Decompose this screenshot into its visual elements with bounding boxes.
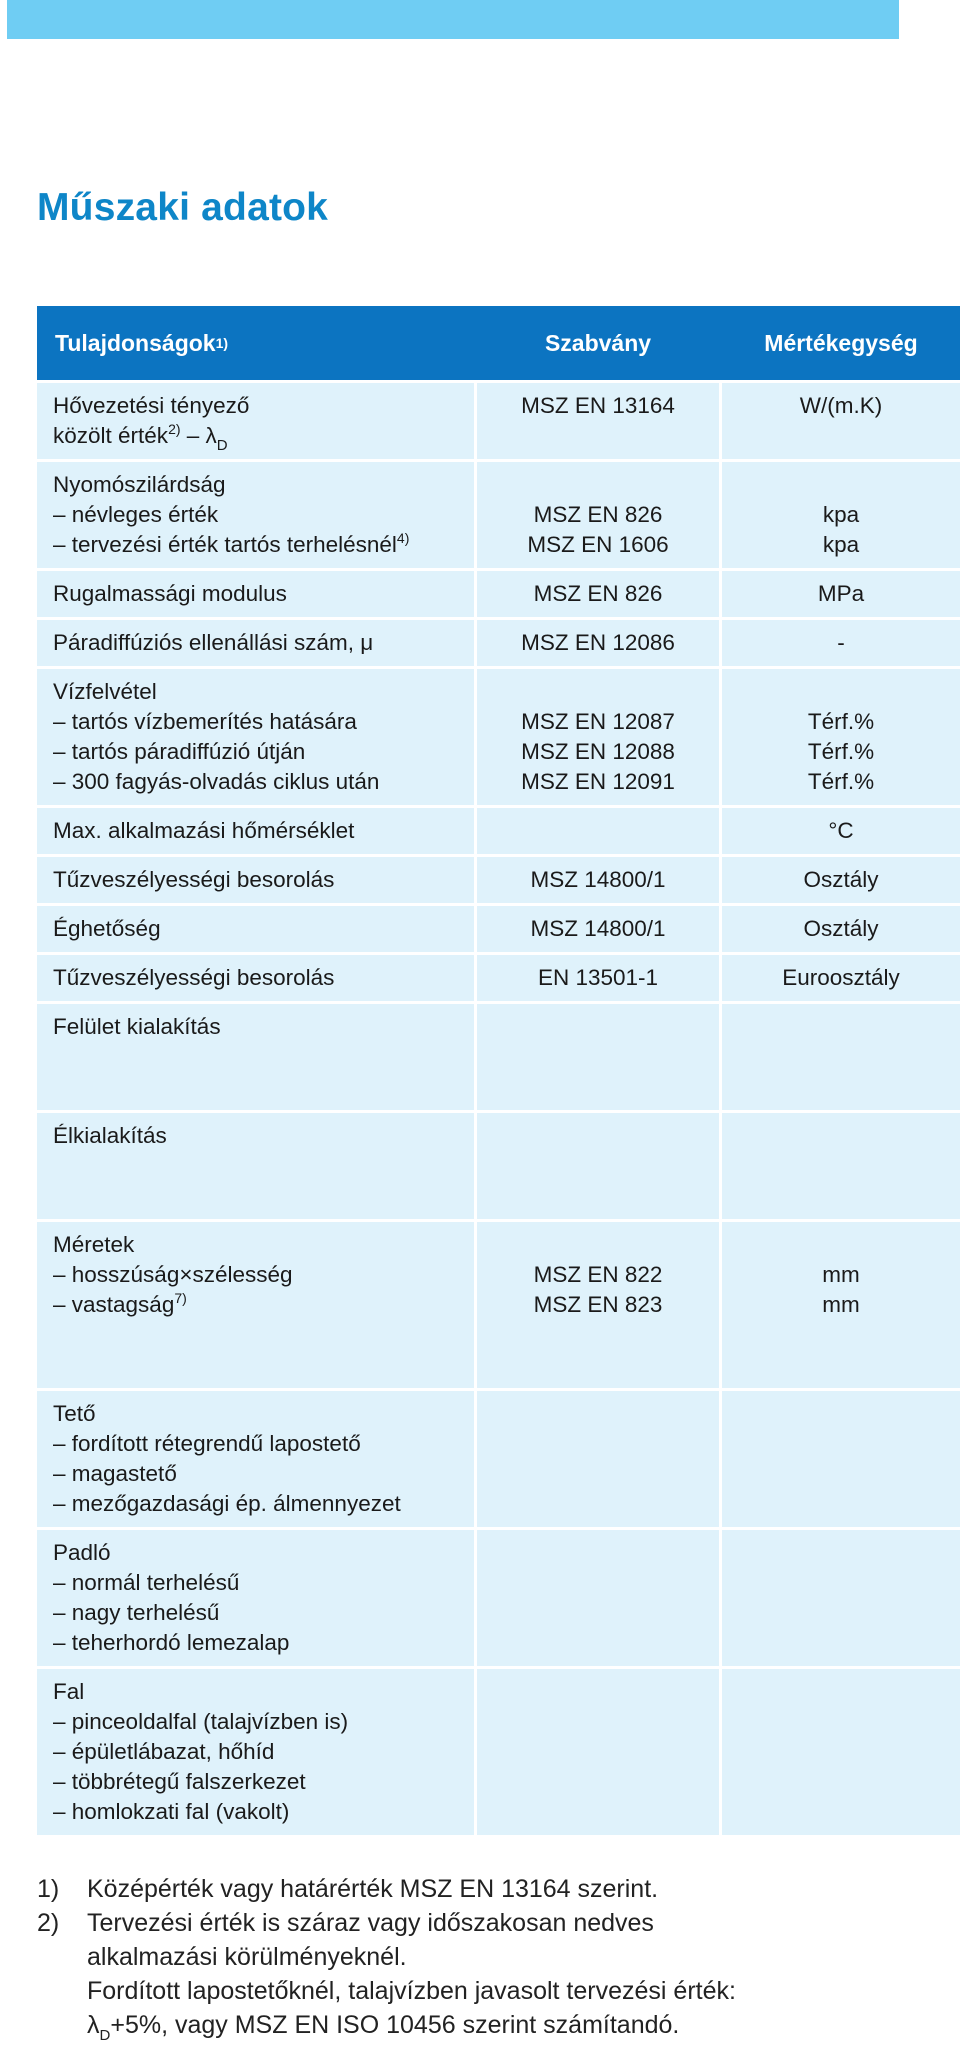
cell-line xyxy=(53,1230,474,1260)
cell-text: – tartós vízbemerítés hatására xyxy=(53,709,357,734)
cell-line xyxy=(477,1628,719,1658)
cell-line xyxy=(53,1707,474,1737)
cell-line xyxy=(53,1012,474,1042)
cell-line xyxy=(722,737,960,767)
standard-cell xyxy=(477,669,719,805)
cell-line xyxy=(477,1707,719,1737)
standard-cell xyxy=(477,1113,719,1219)
footnote-text: Középérték vagy határérték MSZ EN 13164 szerint. xyxy=(87,1875,659,1903)
cell-text: MSZ EN 826 xyxy=(533,502,663,527)
footnote-number xyxy=(37,1940,87,1974)
cell-text: közölt érték xyxy=(53,423,169,448)
table-row xyxy=(37,857,960,903)
cell-text: Éghetőség xyxy=(53,916,161,941)
cell-line xyxy=(53,1598,474,1628)
cell-text: MSZ EN 1606 xyxy=(527,532,669,557)
property-cell xyxy=(37,808,474,854)
cell-line xyxy=(722,500,960,530)
header-unit: Mértékegység xyxy=(764,329,918,356)
cell-text: Osztály xyxy=(803,867,879,892)
cell-text: – 300 fagyás-olvadás ciklus után xyxy=(53,769,380,794)
cell-text: MSZ EN 822 xyxy=(533,1262,663,1287)
cell-text: MSZ EN 12088 xyxy=(521,739,675,764)
technical-data-table xyxy=(37,306,960,1835)
cell-line xyxy=(722,1568,960,1598)
cell-line xyxy=(722,677,960,707)
cell-line: közölt érték$^{2)}$ – $\lambda_D$ xyxy=(53,421,228,454)
standard-cell xyxy=(477,1669,719,1835)
cell-line xyxy=(477,579,719,609)
cell-line xyxy=(722,1350,960,1380)
cell-line xyxy=(722,1290,960,1320)
cell-text: Tűzveszélyességi besorolás xyxy=(53,965,335,990)
cell-text: Padló xyxy=(53,1540,111,1565)
cell-line xyxy=(722,1230,960,1260)
table-row xyxy=(37,955,960,1001)
cell-line xyxy=(477,1429,719,1459)
cell-line xyxy=(477,737,719,767)
footnote-number: 1) xyxy=(37,1875,60,1903)
cell-text: – nagy terhelésű xyxy=(53,1600,220,1625)
table-row xyxy=(37,906,960,952)
cell-text: Osztály xyxy=(803,916,879,941)
table-row xyxy=(37,1391,960,1527)
cell-line xyxy=(477,865,719,895)
cell-text: Térf.% xyxy=(807,709,875,734)
standard-cell xyxy=(477,1391,719,1527)
cell-text: – mezőgazdasági ép. álmennyezet xyxy=(53,1491,401,1516)
cell-text: Térf.% xyxy=(807,769,875,794)
cell-line xyxy=(722,816,960,846)
cell-line xyxy=(53,470,474,500)
cell-line xyxy=(53,1737,474,1767)
cell-line xyxy=(477,1072,719,1102)
cell-line xyxy=(722,1012,960,1042)
cell-text: – épületlábazat, hőhíd xyxy=(53,1739,275,1764)
cell-line xyxy=(722,628,960,658)
header-standard: Szabvány xyxy=(544,329,652,356)
cell-line xyxy=(722,914,960,944)
cell-text: MSZ 14800/1 xyxy=(530,916,666,941)
cell-text: kpa xyxy=(822,532,860,557)
cell-line xyxy=(53,1489,474,1519)
cell-line xyxy=(53,1072,474,1102)
cell-line xyxy=(477,530,719,560)
cell-line xyxy=(53,1121,474,1151)
cell-text: Vízfelvétel xyxy=(53,679,157,704)
cell-line xyxy=(722,1459,960,1489)
unit-cell xyxy=(722,808,960,854)
property-cell xyxy=(37,620,474,666)
cell-text: – teherhordó lemezalap xyxy=(53,1630,290,1655)
cell-line xyxy=(722,1429,960,1459)
cell-line xyxy=(477,470,719,500)
cell-line xyxy=(53,1429,474,1459)
cell-line xyxy=(477,1489,719,1519)
cell-line xyxy=(477,1459,719,1489)
cell-line xyxy=(53,1181,474,1211)
cell-text: °C xyxy=(828,818,854,843)
cell-line xyxy=(53,1290,474,1320)
cell-line xyxy=(722,1628,960,1658)
cell-line xyxy=(53,1568,474,1598)
cell-line xyxy=(53,816,474,846)
cell-line xyxy=(477,1012,719,1042)
page-title: Műszaki adatok xyxy=(37,186,329,229)
cell-line xyxy=(53,767,474,797)
property-cell xyxy=(37,1391,474,1527)
table-row xyxy=(37,1530,960,1666)
cell-line xyxy=(722,1538,960,1568)
cell-text: – névleges érték xyxy=(53,502,219,527)
cell-text: Tűzveszélyességi besorolás xyxy=(53,867,335,892)
cell-line xyxy=(477,1230,719,1260)
cell-text: – pinceoldalfal (talajvízben is) xyxy=(53,1709,349,1734)
cell-text: kpa xyxy=(822,502,860,527)
cell-text: Max. alkalmazási hőmérséklet xyxy=(53,818,355,843)
table-header xyxy=(37,306,960,380)
cell-line xyxy=(477,1767,719,1797)
cell-text: Nyomószilárdság xyxy=(53,472,226,497)
table-row xyxy=(37,571,960,617)
cell-text: – normál terhelésű xyxy=(53,1570,240,1595)
table-row xyxy=(37,462,960,568)
cell-text: MSZ EN 12091 xyxy=(521,769,675,794)
standard-cell xyxy=(477,462,719,568)
cell-line xyxy=(53,579,474,609)
unit-cell xyxy=(722,620,960,666)
cell-line xyxy=(53,500,474,530)
footnote-text: alkalmazási körülményeknél. xyxy=(87,1943,407,1971)
cell-line xyxy=(477,677,719,707)
lambda-symbol: λ xyxy=(87,2011,100,2039)
footnote-number: 2) xyxy=(37,1909,60,1937)
lambda-subscript: D xyxy=(216,437,228,454)
property-cell xyxy=(37,669,474,805)
cell-text: Fal xyxy=(53,1679,85,1704)
standard-cell xyxy=(477,383,719,459)
property-cell xyxy=(37,571,474,617)
header-properties: Tulajdonságok 1) xyxy=(55,329,229,356)
unit-cell xyxy=(722,1004,960,1110)
unit-cell xyxy=(722,857,960,903)
cell-line xyxy=(477,1290,719,1320)
cell-line xyxy=(53,1797,474,1827)
cell-text: Rugalmassági modulus xyxy=(53,581,287,606)
property-cell xyxy=(37,1004,474,1110)
cell-line xyxy=(722,963,960,993)
cell-text: MPa xyxy=(817,581,865,606)
cell-line xyxy=(477,1042,719,1072)
cell-text: – homlokzati fal (vakolt) xyxy=(53,1799,290,1824)
cell-text: Élkialakítás xyxy=(53,1123,167,1148)
cell-text: – tervezési érték tartós terhelésnél xyxy=(53,532,397,557)
cell-text: Hővezetési tényező xyxy=(53,393,250,418)
cell-line xyxy=(53,1628,474,1658)
cell-line xyxy=(53,1350,474,1380)
cell-line xyxy=(53,1042,474,1072)
cell-text: W/(m.K) xyxy=(799,393,883,418)
cell-line xyxy=(477,1737,719,1767)
footnote-marker: 4) xyxy=(396,530,410,546)
cell-text: Méretek xyxy=(53,1232,135,1257)
cell-line xyxy=(722,707,960,737)
unit-cell xyxy=(722,1113,960,1219)
cell-text: – többrétegű falszerkezet xyxy=(53,1769,306,1794)
table-row xyxy=(37,383,960,459)
table-row xyxy=(37,1113,960,1219)
cell-text: – vastagság xyxy=(53,1292,175,1317)
cell-line xyxy=(477,1320,719,1350)
cell-line xyxy=(477,1399,719,1429)
footnote xyxy=(37,1906,937,1940)
cell-text: – magastető xyxy=(53,1461,177,1486)
cell-line xyxy=(722,579,960,609)
cell-line xyxy=(477,628,719,658)
unit-cell xyxy=(722,571,960,617)
lambda-subscript: D xyxy=(99,2027,111,2044)
cell-line xyxy=(477,1260,719,1290)
cell-line xyxy=(722,1121,960,1151)
cell-line xyxy=(53,1767,474,1797)
cell-line xyxy=(722,1260,960,1290)
unit-cell xyxy=(722,669,960,805)
footnote-number xyxy=(37,1974,87,2008)
cell-text: MSZ 14800/1 xyxy=(530,867,666,892)
cell-line xyxy=(53,1538,474,1568)
standard-cell xyxy=(477,808,719,854)
cell-text: Térf.% xyxy=(807,739,875,764)
footnote-last-text: +5%, vagy MSZ EN ISO 10456 szerint számítandó. xyxy=(110,2011,680,2039)
cell-line xyxy=(53,914,474,944)
cell-text: Felület kialakítás xyxy=(53,1014,221,1039)
unit-cell xyxy=(722,955,960,1001)
property-cell xyxy=(37,1222,474,1388)
cell-line xyxy=(722,1797,960,1827)
cell-line xyxy=(722,1677,960,1707)
standard-cell xyxy=(477,1004,719,1110)
cell-line xyxy=(722,1737,960,1767)
cell-line xyxy=(722,470,960,500)
cell-line xyxy=(722,1767,960,1797)
cell-line xyxy=(477,421,719,451)
footnote-marker: 2) xyxy=(168,421,181,437)
unit-cell xyxy=(722,1391,960,1527)
cell-line xyxy=(477,767,719,797)
top-accent-bar xyxy=(7,0,899,39)
property-cell xyxy=(37,955,474,1001)
table-row xyxy=(37,620,960,666)
footnote-text: Fordított lapostetőknél, talajvízben javasolt tervezési érték: xyxy=(87,1977,736,2005)
cell-text: MSZ EN 13164 xyxy=(521,393,675,418)
cell-text: Tető xyxy=(53,1401,96,1426)
unit-cell xyxy=(722,906,960,952)
unit-cell xyxy=(722,1669,960,1835)
footnote-list xyxy=(37,1872,937,2008)
cell-line xyxy=(477,707,719,737)
standard-cell xyxy=(477,1222,719,1388)
unit-cell xyxy=(722,383,960,459)
cell-text: - xyxy=(837,630,845,655)
cell-line xyxy=(722,1598,960,1628)
cell-line xyxy=(53,1151,474,1181)
cell-text: MSZ EN 12086 xyxy=(521,630,675,655)
cell-line xyxy=(722,421,960,451)
cell-line xyxy=(722,767,960,797)
cell-line xyxy=(722,1151,960,1181)
cell-text: – tartós páradiffúzió útján xyxy=(53,739,306,764)
unit-cell xyxy=(722,1222,960,1388)
cell-line xyxy=(477,1677,719,1707)
cell-line xyxy=(477,391,719,421)
cell-line xyxy=(722,1399,960,1429)
standard-cell xyxy=(477,620,719,666)
table-row xyxy=(37,669,960,805)
footnote-marker: 7) xyxy=(174,1290,187,1306)
cell-line xyxy=(53,737,474,767)
cell-text: MSZ EN 12087 xyxy=(521,709,675,734)
standard-cell xyxy=(477,955,719,1001)
property-cell xyxy=(37,1669,474,1835)
standard-cell xyxy=(477,1530,719,1666)
cell-line xyxy=(722,1489,960,1519)
cell-line xyxy=(477,500,719,530)
cell-line xyxy=(477,1797,719,1827)
table-row xyxy=(37,1669,960,1835)
property-cell xyxy=(37,1113,474,1219)
cell-line xyxy=(477,1121,719,1151)
cell-line xyxy=(477,1538,719,1568)
table-row xyxy=(37,808,960,854)
property-cell xyxy=(37,1530,474,1666)
cell-line xyxy=(53,865,474,895)
cell-line xyxy=(53,1459,474,1489)
unit-cell xyxy=(722,462,960,568)
cell-line xyxy=(477,1181,719,1211)
table-row xyxy=(37,1004,960,1110)
cell-line xyxy=(477,1350,719,1380)
property-cell xyxy=(37,462,474,568)
cell-line xyxy=(722,1707,960,1737)
cell-line xyxy=(53,1320,474,1350)
cell-line xyxy=(53,963,474,993)
standard-cell xyxy=(477,906,719,952)
standard-cell xyxy=(477,857,719,903)
cell-text: EN 13501-1 xyxy=(537,965,659,990)
cell-text: – fordított rétegrendű lapostető xyxy=(53,1431,361,1456)
cell-line xyxy=(477,1598,719,1628)
standard-cell xyxy=(477,571,719,617)
cell-line xyxy=(53,707,474,737)
table-row xyxy=(37,1222,960,1388)
lambda-symbol: λ xyxy=(205,423,217,448)
cell-line xyxy=(722,1181,960,1211)
cell-line xyxy=(53,628,474,658)
cell-text: Euroosztály xyxy=(782,965,900,990)
cell-line xyxy=(722,865,960,895)
property-cell xyxy=(37,383,474,459)
cell-line xyxy=(53,677,474,707)
cell-text: mm xyxy=(822,1292,860,1317)
cell-text: mm xyxy=(822,1262,860,1287)
cell-text: MSZ EN 826 xyxy=(533,581,663,606)
cell-line xyxy=(722,530,960,560)
footnotes xyxy=(37,1872,937,2042)
footnote xyxy=(37,1872,937,1906)
cell-line xyxy=(477,816,719,846)
cell-text: MSZ EN 823 xyxy=(533,1292,663,1317)
footnote xyxy=(37,1940,937,1974)
cell-line xyxy=(722,391,960,421)
cell-line xyxy=(722,1042,960,1072)
cell-text: – hosszúság×szélesség xyxy=(53,1262,293,1287)
cell-line xyxy=(53,1260,474,1290)
table-body xyxy=(37,383,960,1835)
header-properties-label: Tulajdonságok xyxy=(55,329,216,356)
cell-line xyxy=(477,1151,719,1181)
footnote-last-line xyxy=(37,2008,937,2042)
footnote-text: Tervezési érték is száraz vagy időszakosan nedves xyxy=(87,1909,654,1937)
cell-line xyxy=(53,530,474,560)
cell-line xyxy=(477,914,719,944)
unit-cell xyxy=(722,1530,960,1666)
cell-line xyxy=(722,1072,960,1102)
cell-line xyxy=(722,1320,960,1350)
property-cell xyxy=(37,857,474,903)
property-cell xyxy=(37,906,474,952)
footnote xyxy=(37,1974,937,2008)
cell-line xyxy=(53,1399,474,1429)
cell-line xyxy=(53,391,474,421)
cell-line xyxy=(477,963,719,993)
cell-line xyxy=(53,1677,474,1707)
cell-text: Páradiffúziós ellenállási szám, μ xyxy=(53,630,374,655)
cell-line xyxy=(477,1568,719,1598)
